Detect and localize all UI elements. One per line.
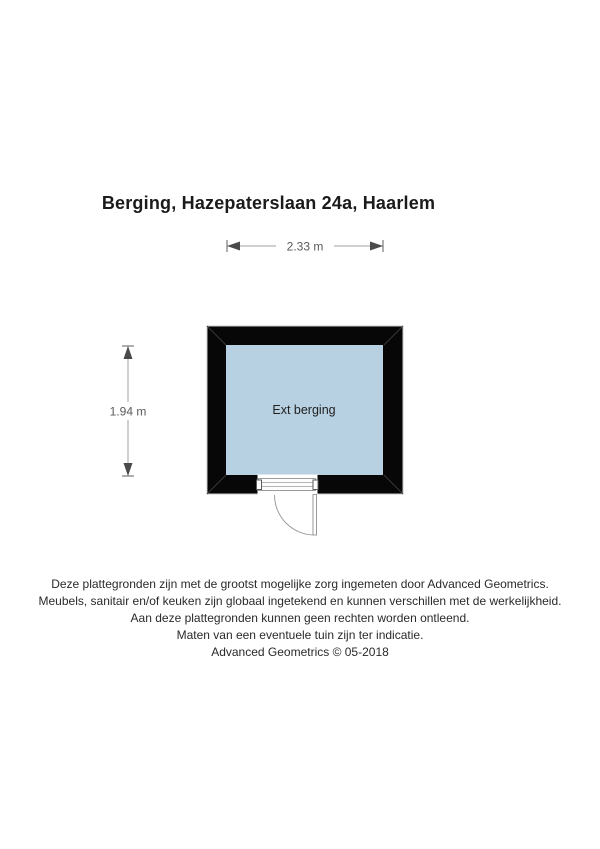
room-label: Ext berging xyxy=(272,403,336,417)
down-arrowhead-icon xyxy=(124,463,133,476)
page-title: Berging, Hazepaterslaan 24a, Haarlem xyxy=(101,193,436,213)
up-arrowhead-icon xyxy=(124,346,133,359)
disclaimer-copyright: Advanced Geometrics © 05-2018 xyxy=(211,645,389,659)
disclaimer-line: Meubels, sanitair en/of keuken zijn globaal ingetekend en kunnen verschillen met de werkelijkheid. xyxy=(38,594,562,608)
disclaimer-line: Deze plattegronden zijn met de grootst mogelijke zorg ingemeten door Advanced Geometrics. xyxy=(51,577,549,591)
door-swing-arc xyxy=(275,495,315,535)
disclaimer xyxy=(0,576,600,661)
left-arrowhead-icon xyxy=(227,242,240,251)
height-dimension xyxy=(102,346,154,476)
door-threshold xyxy=(259,479,316,491)
right-arrowhead-icon xyxy=(370,242,383,251)
width-dimension xyxy=(227,237,383,255)
room xyxy=(207,326,403,494)
door-jamb-right xyxy=(313,480,318,490)
door-jamb-left xyxy=(257,480,262,490)
width-dimension-label: 2.33 m xyxy=(286,239,324,254)
door xyxy=(257,475,319,536)
disclaimer-line: Maten van een eventuele tuin zijn ter indicatie. xyxy=(176,628,424,642)
disclaimer-line: Aan deze plattegronden kunnen geen rechten worden ontleend. xyxy=(130,611,470,625)
height-dimension-label: 1.94 m xyxy=(109,404,147,419)
door-leaf xyxy=(313,495,317,536)
